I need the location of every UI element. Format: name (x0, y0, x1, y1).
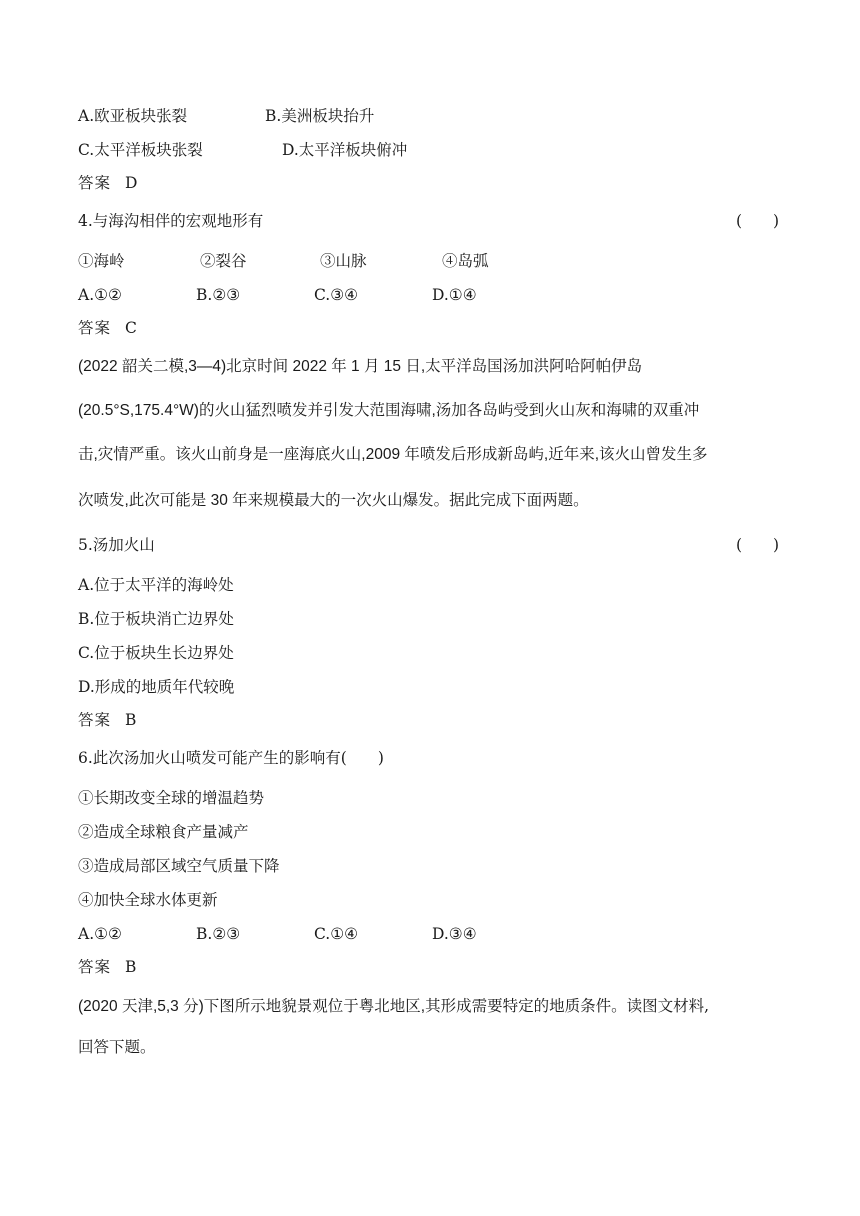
q4-item-1: ①海岭 (78, 252, 125, 270)
q6-item-3: ③造成局部区域空气质量下降 (78, 857, 280, 875)
passage2-line2: 回答下题。 (78, 1038, 156, 1056)
passage1-instruction: 据此完成下面两题。 (449, 491, 589, 509)
passage2-line1-text: (2020 天津,5,3 分)下图所示地貌景观位于粤北地区,其形成需要特定的地质条件。 (78, 998, 627, 1015)
passage2-line1 (78, 996, 709, 1017)
q6-stem: 6.此次汤加火山喷发可能产生的影响有( ) (78, 749, 384, 767)
answer-label: 答案 (78, 174, 112, 192)
q5-option-c: C.位于板块生长边界处 (78, 644, 234, 662)
q3-option-a: A.欧亚板块张裂 (78, 107, 188, 125)
q4-option-a: A.①② (78, 286, 122, 304)
q3-option-b: B.美洲板块抬升 (265, 107, 375, 125)
answer-value: B (125, 711, 137, 729)
q6-option-b: B.②③ (196, 925, 241, 943)
passage1-line1: (2022 韶关二模,3—4)北京时间 2022 年 1 月 15 日,太平洋岛国汤加洪阿哈阿帕伊岛 (78, 358, 643, 375)
q6-item-4: ④加快全球水体更新 (78, 891, 218, 909)
q4-option-b: B.②③ (196, 286, 241, 304)
q4-item-4: ④岛弧 (442, 252, 489, 270)
q3-option-c: C.太平洋板块张裂 (78, 141, 203, 159)
q6-option-c: C.①④ (314, 925, 359, 943)
q3-answer (78, 173, 137, 193)
q3-option-d: D.太平洋板块俯冲 (282, 141, 408, 159)
answer-label: 答案 (78, 319, 112, 337)
passage2-instruction: 读图文材料, (626, 997, 710, 1015)
q4-stem: 4.与海沟相伴的宏观地形有 (78, 212, 264, 230)
answer-value: C (125, 319, 137, 337)
q4-option-c: C.③④ (314, 286, 359, 304)
q4-item-3: ③山脉 (320, 252, 367, 270)
answer-label: 答案 (78, 958, 112, 976)
q6-item-2: ②造成全球粮食产量减产 (78, 823, 249, 841)
q6-answer (78, 957, 136, 977)
q5-option-b: B.位于板块消亡边界处 (78, 610, 234, 628)
q5-stem: 5.汤加火山 (78, 536, 155, 554)
passage1-line4 (78, 490, 589, 511)
answer-label: 答案 (78, 711, 112, 729)
q5-answer-bracket: ( ) (736, 536, 780, 554)
q6-item-1: ①长期改变全球的增温趋势 (78, 789, 265, 807)
q6-option-a: A.①② (78, 925, 122, 943)
q4-answer-bracket: ( ) (736, 212, 780, 230)
answer-value: B (125, 958, 137, 976)
q4-item-2: ②裂谷 (200, 252, 247, 270)
passage1-line2: (20.5°S,175.4°W)的火山猛烈喷发并引发大范围海啸,汤加各岛屿受到火山灰和海啸的双重冲 (78, 402, 700, 419)
q4-answer (78, 318, 137, 338)
q6-option-d: D.③④ (432, 925, 477, 943)
q5-option-d: D.形成的地质年代较晚 (78, 678, 235, 696)
q5-answer (78, 710, 136, 730)
answer-value: D (125, 174, 138, 192)
passage1-line4-text: 次喷发,此次可能是 30 年来规模最大的一次火山爆发。 (78, 492, 450, 509)
passage1-line3: 击,灾情严重。该火山前身是一座海底火山,2009 年喷发后形成新岛屿,近年来,该火山曾发生多 (78, 446, 708, 463)
q5-option-a: A.位于太平洋的海岭处 (78, 576, 234, 594)
q4-option-d: D.①④ (432, 286, 477, 304)
